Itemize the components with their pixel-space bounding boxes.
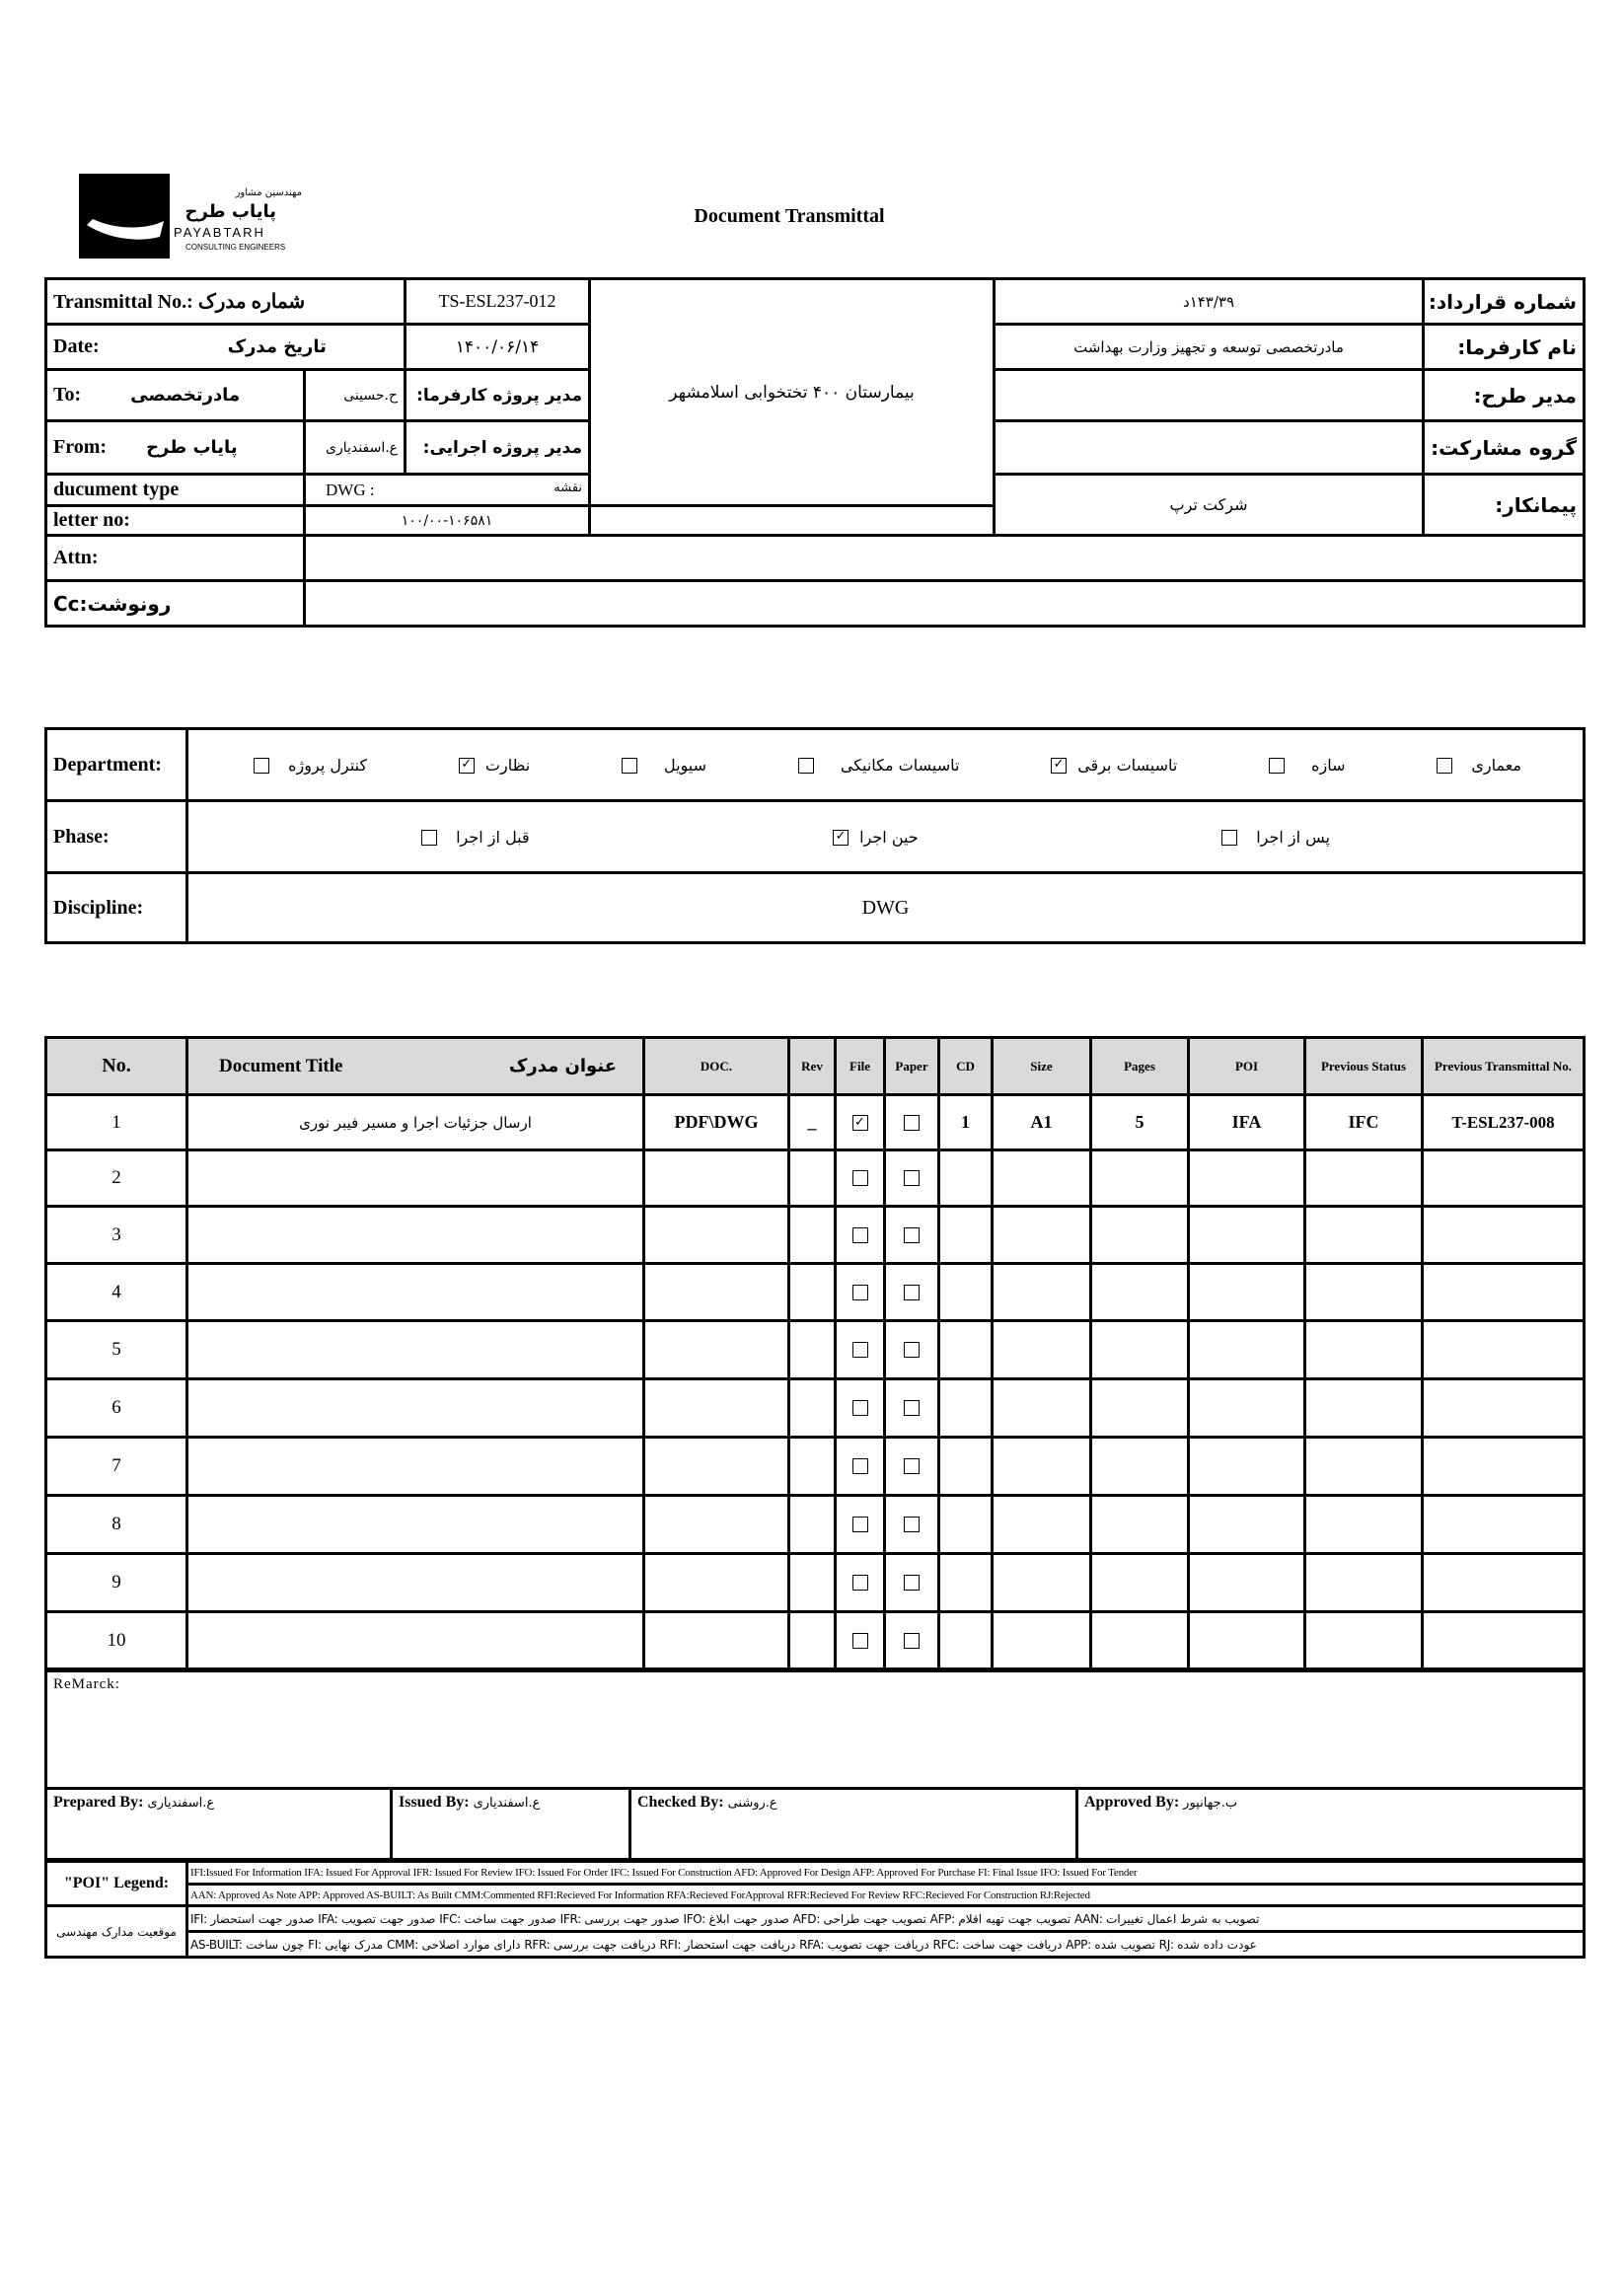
cell-pages (1091, 1554, 1189, 1612)
department-options (187, 729, 1585, 801)
document-title: Document Transmittal (694, 205, 885, 227)
paper-checkbox[interactable] (904, 1342, 920, 1358)
dept-mechanical[interactable] (798, 756, 960, 775)
paper-checkbox[interactable] (904, 1400, 920, 1416)
cell-size (993, 1496, 1091, 1554)
date-label-en: Date: (53, 335, 100, 357)
cell-size (993, 1207, 1091, 1264)
col-no: No. (46, 1038, 187, 1095)
cell-poi (1189, 1150, 1305, 1207)
cell-rev (789, 1438, 836, 1496)
file-checkbox[interactable] (852, 1170, 868, 1186)
cell-paper (885, 1612, 939, 1669)
cell-prev-status (1305, 1379, 1423, 1438)
cell-doc (644, 1379, 789, 1438)
cell-pages (1091, 1264, 1189, 1321)
cell-paper (885, 1554, 939, 1612)
exec-pm-name: ع.اسفندیاری (305, 421, 406, 475)
cell-size (993, 1554, 1091, 1612)
cell-no: 7 (46, 1438, 187, 1496)
col-size: Size (993, 1038, 1091, 1095)
paper-checkbox[interactable] (904, 1170, 920, 1186)
cell-rev (789, 1321, 836, 1379)
cell-prev-trans (1423, 1496, 1585, 1554)
approved-by-cell (1077, 1789, 1585, 1860)
table-row (46, 1438, 1585, 1496)
file-checkbox[interactable] (852, 1575, 868, 1591)
cell-title (187, 1264, 644, 1321)
cell-prev-status (1305, 1321, 1423, 1379)
cell-pages (1091, 1438, 1189, 1496)
table-row (46, 1379, 1585, 1438)
dept-electrical-checkbox[interactable] (1051, 758, 1067, 774)
cell-title (187, 1379, 644, 1438)
cell-file (836, 1612, 885, 1669)
remark-table (44, 1669, 1586, 1861)
dept-architecture-label: معماری (1471, 755, 1521, 775)
cell-prev-status (1305, 1150, 1423, 1207)
exec-pm-label: مدیر پروژه اجرایی: (406, 421, 590, 475)
paper-checkbox[interactable] (904, 1517, 920, 1532)
cell-prev-status (1305, 1438, 1423, 1496)
to-value: مادرتخصصی (130, 385, 241, 406)
date-row (46, 325, 406, 370)
cell-prev-status (1305, 1554, 1423, 1612)
cell-no: 3 (46, 1207, 187, 1264)
from-row (46, 421, 305, 475)
discipline-label: Discipline: (46, 873, 187, 943)
cell-paper (885, 1264, 939, 1321)
cell-doc (644, 1612, 789, 1669)
cell-no: 6 (46, 1379, 187, 1438)
cell-paper (885, 1496, 939, 1554)
file-checkbox[interactable] (852, 1400, 868, 1416)
cell-title: ارسال جزئیات اجرا و مسیر فیبر نوری (187, 1095, 644, 1150)
paper-checkbox[interactable] (904, 1575, 920, 1591)
cell-poi (1189, 1264, 1305, 1321)
table-row (46, 1095, 1585, 1150)
paper-checkbox[interactable] (904, 1227, 920, 1243)
cell-doc (644, 1264, 789, 1321)
department-label: Department: (46, 729, 187, 801)
cell-title (187, 1496, 644, 1554)
from-value: پایاب طرح (146, 437, 238, 458)
cell-file (836, 1379, 885, 1438)
cell-prev-trans (1423, 1438, 1585, 1496)
phase-after-checkbox[interactable] (1221, 830, 1237, 846)
logo-name-en: PAYABTARH (174, 225, 265, 240)
dept-project-control-checkbox[interactable] (254, 758, 269, 774)
design-manager-value (995, 370, 1424, 421)
legend-fa-line-1: IFI: صدور جهت استحضار IFA: صدور جهت تصویب IFC: صدور جهت ساخت IFR: صدور جهت بررسی IFO: صدور جهت ابلاغ AFD: تصویب جهت طراحی AFP: تصویب جهت تهیه اقلام AAN: تصویب به شرط اعمال تغییرات (187, 1906, 1585, 1932)
phase-after[interactable] (1221, 828, 1330, 847)
cell-no: 8 (46, 1496, 187, 1554)
letter-no-spacer (590, 506, 995, 536)
dept-structure-checkbox[interactable] (1269, 758, 1285, 774)
cell-no: 9 (46, 1554, 187, 1612)
remark-box (46, 1671, 1585, 1789)
table-row (46, 1207, 1585, 1264)
cell-prev-status (1305, 1207, 1423, 1264)
col-pages: Pages (1091, 1038, 1189, 1095)
cell-title (187, 1554, 644, 1612)
cell-doc (644, 1207, 789, 1264)
documents-table (44, 1036, 1586, 1670)
cell-paper (885, 1095, 939, 1150)
col-title (187, 1038, 644, 1095)
dept-architecture-checkbox[interactable] (1437, 758, 1452, 774)
phase-during-label: حین اجرا (859, 827, 919, 847)
cell-no: 5 (46, 1321, 187, 1379)
dept-civil-label: سیویل (663, 755, 707, 775)
transmittal-no-label: Transmittal No.: شماره مدرک (46, 279, 406, 325)
date-value: ۱۴۰۰/۰۶/۱۴ (406, 325, 590, 370)
dept-civil[interactable] (622, 756, 706, 775)
cell-prev-trans (1423, 1379, 1585, 1438)
file-checkbox[interactable] (852, 1115, 868, 1131)
client-label: نام کارفرما: (1424, 325, 1585, 370)
cell-prev-trans (1423, 1150, 1585, 1207)
cell-file (836, 1207, 885, 1264)
to-label: To: (53, 384, 82, 406)
cell-poi (1189, 1496, 1305, 1554)
cell-rev (789, 1207, 836, 1264)
table-row (46, 1150, 1585, 1207)
cell-file (836, 1496, 885, 1554)
cell-cd (939, 1150, 993, 1207)
cell-cd (939, 1496, 993, 1554)
client-pm-name: ح.حسینی (305, 370, 406, 421)
col-prev-transmittal: Previous Transmittal No. (1423, 1038, 1585, 1095)
dept-architecture[interactable] (1437, 756, 1521, 775)
cell-rev (789, 1554, 836, 1612)
paper-checkbox[interactable] (904, 1115, 920, 1131)
cell-poi (1189, 1554, 1305, 1612)
cell-cd (939, 1264, 993, 1321)
col-rev: Rev (789, 1038, 836, 1095)
remark-label: ReMarck: (53, 1676, 120, 1692)
cell-rev (789, 1150, 836, 1207)
table-row (46, 1321, 1585, 1379)
cell-file (836, 1095, 885, 1150)
doc-type-fa: نقشه (554, 480, 583, 495)
doc-type-cell (305, 475, 590, 506)
cell-file (836, 1438, 885, 1496)
cell-prev-status (1305, 1264, 1423, 1321)
logo-mark (79, 174, 170, 259)
cell-doc (644, 1496, 789, 1554)
dept-supervision-label: نظارت (484, 755, 531, 775)
paper-checkbox[interactable] (904, 1458, 920, 1474)
phase-during-checkbox[interactable] (833, 830, 849, 846)
legend-fa-label: موقعیت مدارک مهندسی (46, 1906, 187, 1958)
col-title-en: Document Title (219, 1055, 343, 1076)
dept-structure[interactable] (1269, 756, 1345, 775)
cell-title (187, 1207, 644, 1264)
cell-rev (789, 1496, 836, 1554)
cell-size (993, 1612, 1091, 1669)
discipline-value: DWG (187, 873, 1585, 943)
cell-pages (1091, 1379, 1189, 1438)
cell-prev-trans: T-ESL237-008 (1423, 1095, 1585, 1150)
cell-prev-trans (1423, 1264, 1585, 1321)
dept-project-control[interactable] (254, 756, 367, 775)
cell-doc: PDF\DWG (644, 1095, 789, 1150)
cell-no: 4 (46, 1264, 187, 1321)
col-prev-status: Previous Status (1305, 1038, 1423, 1095)
col-poi: POI (1189, 1038, 1305, 1095)
cell-poi (1189, 1379, 1305, 1438)
prepared-by-cell (46, 1789, 392, 1860)
cell-doc (644, 1438, 789, 1496)
phase-during[interactable] (833, 828, 919, 847)
attn-label: Attn: (46, 536, 305, 581)
dept-civil-checkbox[interactable] (622, 758, 637, 774)
cell-title (187, 1150, 644, 1207)
logo-subtitle-fa: مهندسین مشاور (235, 187, 302, 198)
cell-poi: IFA (1189, 1095, 1305, 1150)
contractor-value: شرکت ترپ (995, 475, 1424, 536)
issued-by-cell (392, 1789, 630, 1860)
documents-rows (46, 1095, 1585, 1669)
dept-mechanical-checkbox[interactable] (798, 758, 814, 774)
cell-size (993, 1264, 1091, 1321)
dept-supervision-checkbox[interactable] (459, 758, 475, 774)
dept-project-control-label: کنترل پروژه (288, 755, 368, 775)
doc-type-value: DWG : (326, 480, 375, 499)
cell-prev-trans (1423, 1207, 1585, 1264)
phase-before-checkbox[interactable] (421, 830, 437, 846)
cell-size: A1 (993, 1095, 1091, 1150)
cell-size (993, 1438, 1091, 1496)
cell-size (993, 1379, 1091, 1438)
doc-type-label: ducument type (46, 475, 305, 506)
dept-mechanical-label: تاسیسات مکانیکی (840, 755, 960, 775)
cell-cd (939, 1207, 993, 1264)
letter-no-value: ۱۰۰/۰۰-۱۰۶۵۸۱ (305, 506, 590, 536)
dept-structure-label: سازه (1311, 755, 1346, 775)
col-doc: DOC. (644, 1038, 789, 1095)
cell-file (836, 1554, 885, 1612)
cell-size (993, 1150, 1091, 1207)
cell-poi (1189, 1612, 1305, 1669)
table-row (46, 1264, 1585, 1321)
cell-doc (644, 1321, 789, 1379)
cell-pages: 5 (1091, 1095, 1189, 1150)
col-title-fa: عنوان مدرک (508, 1055, 617, 1076)
cell-poi (1189, 1321, 1305, 1379)
dept-electrical-label: تاسیسات برقی (1077, 755, 1178, 775)
file-checkbox[interactable] (852, 1227, 868, 1243)
transmittal-no-value: TS-ESL237-012 (406, 279, 590, 325)
file-checkbox[interactable] (852, 1342, 868, 1358)
cell-cd (939, 1612, 993, 1669)
cell-rev: _ (789, 1095, 836, 1150)
cell-prev-status: IFC (1305, 1095, 1423, 1150)
cell-pages (1091, 1496, 1189, 1554)
partner-label: گروه مشارکت: (1424, 421, 1585, 475)
cell-file (836, 1321, 885, 1379)
cell-prev-status (1305, 1612, 1423, 1669)
phase-after-label: پس از اجرا (1256, 827, 1330, 847)
cc-value (305, 581, 1585, 627)
cell-rev (789, 1379, 836, 1438)
partner-value (995, 421, 1424, 475)
legend-line-2: AAN: Approved As Note APP: Approved AS-BUILT: As Built CMM:Commented RFI:Recieved For Information RFA:Recieved ForApproval RFR:Recieved For Review RFC:Recieved For Construction RJ:Rejected (187, 1885, 1585, 1906)
logo-subtitle-en: CONSULTING ENGINEERS (185, 243, 286, 252)
contract-no-value: ۱۴۳/۳۹د (995, 279, 1424, 325)
table-row (46, 1496, 1585, 1554)
date-label-fa: تاریخ مدرک (227, 336, 327, 357)
cell-cd (939, 1438, 993, 1496)
checked-by-label: Checked By: (637, 1794, 724, 1811)
company-logo (79, 174, 306, 262)
info-table (44, 277, 1586, 628)
cell-paper (885, 1321, 939, 1379)
legend-fa-line-2: AS-BUILT: چون ساخت FI: مدرک نهایی CMM: دارای موارد اصلاحی RFR: دریافت جهت بررسی RFI: دریافت جهت استحضار RFA: دریافت جهت تصویب RFC: دریافت جهت ساخت APP: تصویب شده RJ: عودت داده شده (187, 1932, 1585, 1958)
checked-by-value: ع.روشنی (727, 1796, 777, 1811)
issued-by-value: ع.اسفندیاری (473, 1796, 541, 1811)
logo-name-fa: پایاب طرح (185, 201, 276, 222)
logo-swoosh-icon (79, 174, 170, 259)
legend-label: "POI" Legend: (46, 1862, 187, 1906)
cell-prev-trans (1423, 1612, 1585, 1669)
cell-pages (1091, 1612, 1189, 1669)
cell-pages (1091, 1207, 1189, 1264)
project-name: بیمارستان ۴۰۰ تختخوابی اسلامشهر (590, 279, 995, 506)
cell-doc (644, 1150, 789, 1207)
attn-value (305, 536, 1585, 581)
cc-label: Cc:رونوشت (46, 581, 305, 627)
cell-title (187, 1321, 644, 1379)
dept-supervision[interactable] (459, 756, 530, 775)
cell-cd: 1 (939, 1095, 993, 1150)
approved-by-value: ب.جهانپور (1183, 1796, 1238, 1811)
cell-cd (939, 1379, 993, 1438)
cell-title (187, 1438, 644, 1496)
cell-rev (789, 1264, 836, 1321)
cell-prev-trans (1423, 1554, 1585, 1612)
file-checkbox[interactable] (852, 1285, 868, 1300)
prepared-by-label: Prepared By: (53, 1794, 144, 1811)
col-cd: CD (939, 1038, 993, 1095)
phase-before[interactable] (421, 828, 530, 847)
cell-title (187, 1612, 644, 1669)
legend-line-1: IFI:Issued For Information IFA: Issued For Approval IFR: Issued For Review IFO: Issued For Order IFC: Issued For Construction AFD: Approved For Design AFP: Approved For Purchase FI: Final Issue IFO: Issued For Tender (187, 1862, 1585, 1885)
cell-doc (644, 1554, 789, 1612)
legend-table (44, 1860, 1586, 1959)
cell-pages (1091, 1150, 1189, 1207)
cell-pages (1091, 1321, 1189, 1379)
cell-paper (885, 1207, 939, 1264)
contract-no-label: شماره قرارداد: (1424, 279, 1585, 325)
cell-no: 1 (46, 1095, 187, 1150)
cell-poi (1189, 1207, 1305, 1264)
phase-before-label: قبل از اجرا (456, 827, 530, 847)
cell-rev (789, 1612, 836, 1669)
client-value: مادرتخصصی توسعه و تجهیز وزارت بهداشت (995, 325, 1424, 370)
cell-poi (1189, 1438, 1305, 1496)
col-paper: Paper (885, 1038, 939, 1095)
cell-prev-trans (1423, 1321, 1585, 1379)
cell-file (836, 1264, 885, 1321)
design-manager-label: مدیر طرح: (1424, 370, 1585, 421)
letter-no-label: letter no: (46, 506, 305, 536)
paper-checkbox[interactable] (904, 1633, 920, 1649)
cell-cd (939, 1321, 993, 1379)
cell-prev-status (1305, 1496, 1423, 1554)
table-row (46, 1612, 1585, 1669)
to-row (46, 370, 305, 421)
cell-no: 2 (46, 1150, 187, 1207)
from-label: From: (53, 436, 108, 458)
classification-table (44, 727, 1586, 944)
cell-no: 10 (46, 1612, 187, 1669)
cell-paper (885, 1150, 939, 1207)
approved-by-label: Approved By: (1084, 1794, 1180, 1811)
phase-label: Phase: (46, 801, 187, 873)
file-checkbox[interactable] (852, 1633, 868, 1649)
contractor-label: پیمانکار: (1424, 475, 1585, 536)
dept-electrical[interactable] (1051, 756, 1177, 775)
table-row (46, 1554, 1585, 1612)
prepared-by-value: ع.اسفندیاری (147, 1796, 215, 1811)
issued-by-label: Issued By: (399, 1794, 470, 1811)
cell-paper (885, 1379, 939, 1438)
cell-size (993, 1321, 1091, 1379)
file-checkbox[interactable] (852, 1517, 868, 1532)
checked-by-cell (630, 1789, 1077, 1860)
cell-paper (885, 1438, 939, 1496)
cell-cd (939, 1554, 993, 1612)
file-checkbox[interactable] (852, 1458, 868, 1474)
col-file: File (836, 1038, 885, 1095)
phase-options (187, 801, 1585, 873)
paper-checkbox[interactable] (904, 1285, 920, 1300)
client-pm-label: مدیر پروژه کارفرما: (406, 370, 590, 421)
cell-file (836, 1150, 885, 1207)
